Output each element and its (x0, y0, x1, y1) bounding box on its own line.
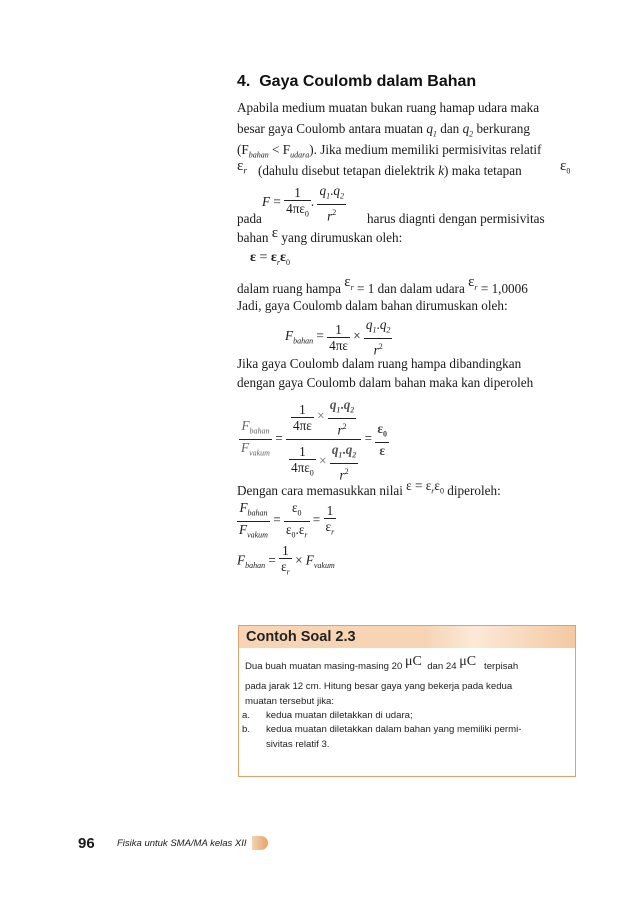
mid-line-3: Jika gaya Coulomb dalam ruang hampa dibandingkan (237, 356, 522, 371)
footer-book-title: Fisika untuk SMA/MA kelas XII (117, 838, 247, 849)
example-title: Contoh Soal 2.3 (246, 629, 356, 645)
frac-q1q2-r2: $\frac{q_1.q_2}{r^2}$ (319, 183, 344, 224)
intro-line-5b: harus diagnti dengan permisivitas (367, 211, 545, 226)
mid-line-2: Jadi, gaya Coulomb dalam bahan dirumuskan oleh: (237, 298, 508, 313)
intro-line-6: bahan ε yang dirumuskan oleh: (237, 225, 403, 245)
frac-1-4pieps0: $\frac{1}{4\pi\varepsilon_0}$ (286, 184, 309, 219)
example-item-b-cont: sivitas relatif 3. (266, 739, 330, 750)
mid-line-4: dengan gaya Coulomb dalam bahan maka kan diperoleh (237, 375, 534, 390)
result-formula: $F_{bahan}$ = $\frac{1}{\varepsilon_r}$ × $F_{vakum}$ (237, 543, 335, 577)
intro-line-4: $\varepsilon_r$ (237, 158, 247, 176)
mid-line-5: Dengan cara memasukkan nilai $\varepsilon = \varepsilon_r\varepsilon_0$ diperoleh: (237, 478, 501, 498)
intro-line-2: besar gaya Coulomb antara muatan $q_1$ dan $q_2$ berkurang (237, 121, 530, 139)
mid-line-1: dalam ruang hampa $\varepsilon_r = 1$ dan dalam udara $\varepsilon_r = 1,0006$ (237, 274, 528, 296)
coulomb-vacuum-formula: F = $\frac{1}{4\pi\varepsilon_0}$ . $\frac{q_1.q_2}{r^2}$ (262, 183, 344, 224)
example-item-a: a. kedua muatan diletakkan di udara; (242, 710, 413, 721)
intro-line-4-text: (dahulu disebut tetapan dielektrik k) maka tetapan (258, 163, 522, 178)
example-item-b: b. kedua muatan diletakkan dalam bahan yang memiliki permi- (242, 724, 522, 735)
permittivity-formula: $\varepsilon = \varepsilon_r\varepsilon_0$ (250, 250, 290, 267)
example-line-3: muatan tersebut jika: (245, 696, 335, 707)
example-line-1: Dua buah muatan masing-masing 20 μC dan 24 μC terpisah (245, 654, 519, 672)
section-number: 4. (237, 73, 251, 90)
item-marker: a. (242, 710, 251, 721)
section-heading (237, 73, 476, 91)
intro-line-3: $(F_{bahan} < F_{udara})$. Jika medium memiliki permisivitas relatif (237, 142, 542, 160)
epsilon-zero-symbol: $\varepsilon_0$ (560, 158, 571, 176)
footer-tab-decoration (252, 836, 268, 850)
page-number: 96 (78, 835, 95, 852)
intro-line-1: Apabila medium muatan bukan ruang hamap udara maka (237, 100, 540, 115)
coulomb-material-formula: $F_{bahan}$ = $\frac{1}{4\pi\varepsilon}$ × $\frac{q_1.q_2}{r^2}$ (285, 317, 391, 358)
section-title: Gaya Coulomb dalam Bahan (259, 73, 477, 90)
ratio-simplified: $\frac{F_{bahan}}{F_{vakum}}$ = $\frac{\varepsilon_0}{\varepsilon_0.\varepsilon_r}$ = $\frac{1}{\varepsilon_r}$ (239, 500, 335, 540)
item-marker: b. (242, 724, 251, 735)
ratio-formula: $\frac{F_{bahan}}{F_{vakum}}$ = $\frac{1}{4\pi\varepsilon}$ × $\frac{q_1.q_2}{r^2}$ $\frac{1}{4\pi\varepsilon_0}$ × $\frac{q_1.q_2}{r^2}$ = $\frac{\varepsilon_0}{\varepsilon}$ (241, 397, 387, 483)
intro-line-5a: pada (237, 211, 262, 226)
example-line-2: pada jarak 12 cm. Hitung besar gaya yang bekerja pada kedua (245, 681, 513, 692)
